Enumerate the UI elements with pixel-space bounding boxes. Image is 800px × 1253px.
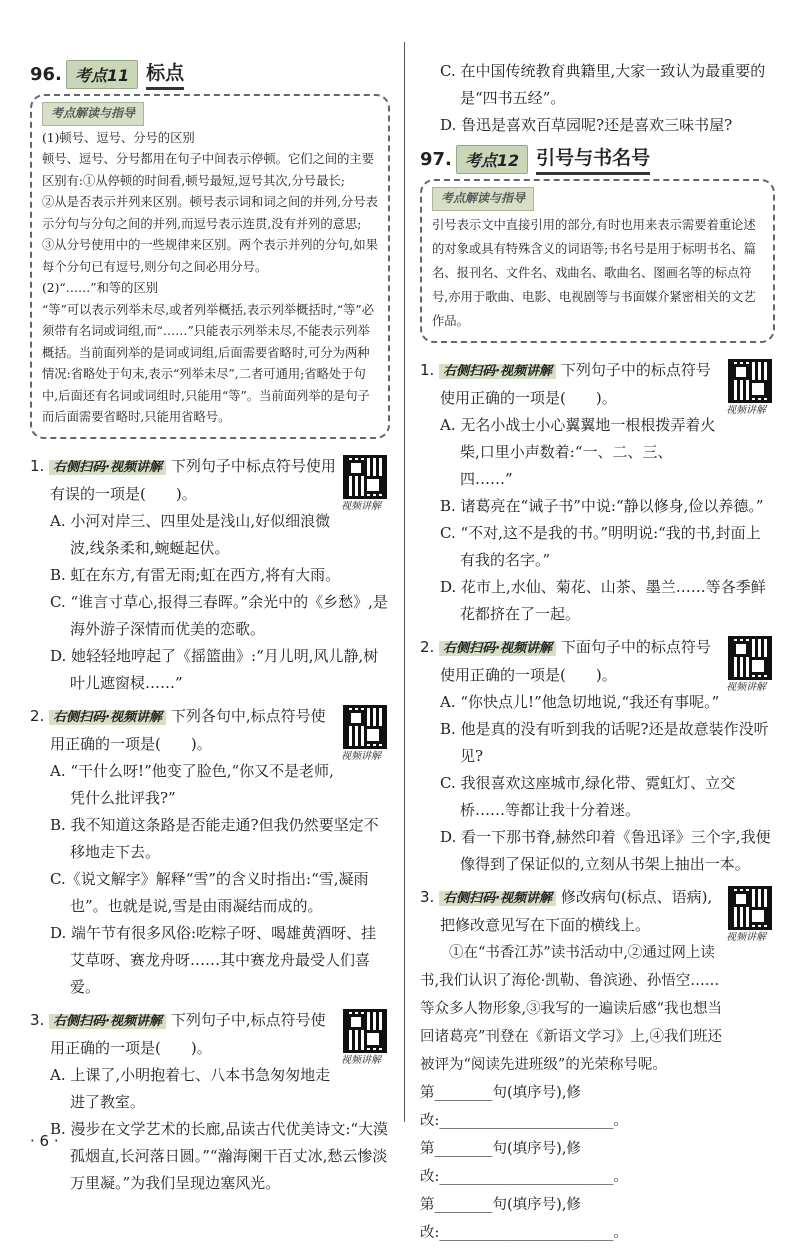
guide-box-96 bbox=[30, 94, 390, 439]
option: D. 端午节有很多风俗:吃粽子呀、喝雄黄酒呀、挂艾草呀、赛龙舟呀……其中赛龙舟最受人们喜爱。 bbox=[50, 923, 377, 996]
qr-caption: 视频讲解 bbox=[341, 1054, 381, 1066]
scan-label: 右侧扫码·视频讲解 bbox=[439, 891, 556, 906]
guide-line: ③从分号使用中的一些规律来区别。两个表示并列的分句,如果每个分句已有逗号,则分句之间必用分号。 bbox=[42, 238, 378, 274]
guide-line: (1)顿号、逗号、分号的区别 bbox=[42, 130, 195, 145]
column-divider bbox=[404, 42, 405, 1122]
section-tag: 考点11 bbox=[66, 60, 138, 89]
guide-box-97 bbox=[420, 179, 775, 343]
section-number: 97. bbox=[420, 148, 452, 170]
qr-code[interactable] bbox=[725, 359, 775, 417]
question-97-1 bbox=[420, 357, 775, 628]
option: B. 他是真的没有听到我的话呢?还是故意装作没听见? bbox=[440, 719, 769, 765]
qr-code-icon bbox=[728, 636, 772, 680]
option: B. 诸葛亮在“诫子书”中说:“静以修身,俭以养德。” bbox=[440, 496, 764, 515]
option: C. 在中国传统教育典籍里,大家一致认为最重要的是“四书五经”。 bbox=[440, 62, 766, 107]
option: B. 虹在东方,有雷无雨;虹在西方,将有大雨。 bbox=[50, 565, 341, 584]
qr-code[interactable] bbox=[725, 636, 775, 694]
scan-label: 右侧扫码·视频讲解 bbox=[49, 1014, 166, 1029]
question-96-3 bbox=[30, 1007, 390, 1197]
answer-blank[interactable]: 第________句(填序号),修改:________________________。 bbox=[420, 1084, 628, 1129]
question-number: 3. bbox=[420, 887, 435, 906]
qr-code-icon bbox=[343, 455, 387, 499]
guide-line: ②从是否表示并列来区别。顿号表示词和词之间的并列,分号表示分句与分句之间的并列,而逗号表示连贯,没有并列的意思; bbox=[42, 195, 378, 231]
question-96-2 bbox=[30, 703, 390, 1001]
guide-heading: 考点解读与指导 bbox=[42, 102, 144, 126]
qr-code-icon bbox=[728, 886, 772, 930]
option: C. “不对,这不是我的书。”明明说:“我的书,封面上有我的名字。” bbox=[440, 523, 761, 569]
section-title: 标点 bbox=[146, 58, 184, 90]
section-tag: 考点12 bbox=[456, 145, 528, 174]
question-97-2 bbox=[420, 634, 775, 878]
qr-code[interactable] bbox=[340, 455, 390, 513]
option: A. 上课了,小明抱着七、八本书急匆匆地走进了教室。 bbox=[50, 1065, 331, 1111]
section-96-header bbox=[30, 58, 390, 90]
question-number: 1. bbox=[30, 456, 45, 475]
qr-caption: 视频讲解 bbox=[726, 404, 766, 416]
qr-caption: 视频讲解 bbox=[726, 681, 766, 693]
question-stem: 下列各句中,标点符号使用正确的一项是( )。 bbox=[50, 706, 326, 753]
answer-blank[interactable]: 第________句(填序号),修改:________________________。 bbox=[420, 1140, 628, 1185]
section-title: 引号与书名号 bbox=[536, 143, 650, 175]
qr-caption: 视频讲解 bbox=[341, 500, 381, 512]
guide-heading: 考点解读与指导 bbox=[432, 187, 534, 211]
guide-line: 顿号、逗号、分号都用在句子中间表示停顿。它们之间的主要区别有:①从停顿的时间看,顿号最短,逗号其次,分号最长; bbox=[42, 152, 375, 188]
qr-code[interactable] bbox=[725, 886, 775, 944]
qr-code-icon bbox=[343, 1009, 387, 1053]
question-number: 1. bbox=[420, 360, 435, 379]
right-column bbox=[420, 58, 775, 1253]
question-97-3 bbox=[420, 884, 775, 1247]
passage: ①在“书香江苏”读书活动中,②通过网上读书,我们认识了海伦·凯勒、鲁滨逊、孙悟空……等众多人物形象,③我写的一遍读后感“我也想当回诸葛亮”刊登在《新语文学习》上,④我们班还被评为“阅读先进班级”的光荣称号呢。 bbox=[420, 944, 723, 1073]
section-number: 96. bbox=[30, 63, 62, 85]
question-stem: 下面句子中的标点符号使用正确的一项是( )。 bbox=[440, 637, 711, 684]
qr-code-icon bbox=[728, 359, 772, 403]
question-stem: 修改病句(标点、语病),把修改意见写在下面的横线上。 bbox=[440, 887, 713, 934]
scan-label: 右侧扫码·视频讲解 bbox=[49, 710, 166, 725]
qr-caption: 视频讲解 bbox=[341, 750, 381, 762]
option: C.《说文解字》解释“雪”的含义时指出:“雪,凝雨也”。也就是说,雪是由雨凝结而成的。 bbox=[50, 869, 369, 915]
option: A. 无名小战士小心翼翼地一根根拨弄着火柴,口里小声数着:“一、二、三、四……” bbox=[440, 415, 716, 488]
option: D. 鲁迅是喜欢百草园呢?还是喜欢三味书屋? bbox=[440, 116, 733, 134]
question-number: 2. bbox=[30, 706, 45, 725]
question-stem: 下列句子中标点符号使用有误的一项是( )。 bbox=[50, 456, 336, 503]
scan-label: 右侧扫码·视频讲解 bbox=[439, 641, 556, 656]
scan-label: 右侧扫码·视频讲解 bbox=[439, 364, 556, 379]
qr-code[interactable] bbox=[340, 705, 390, 763]
question-number: 2. bbox=[420, 637, 435, 656]
question-stem: 下列句子中的标点符号使用正确的一项是( )。 bbox=[440, 360, 711, 407]
question-number: 3. bbox=[30, 1010, 45, 1029]
left-column bbox=[30, 58, 390, 1203]
guide-line: “等”可以表示列举未尽,或者列举概括,表示列举概括时,“等”必须带有名词或词组,而“……”只能表示列举未尽,不能表示列举概括。当前面列举的是词或词组,后面需要省略时,可分为两种情况:省略处于句末,表示“列举未尽”,二者可通用;省略处于句中,后面还有名词或词组时,只能用“等”。当前面列举的是句子而后面需要省略时,只能用省略号。 bbox=[42, 302, 374, 424]
section-97-header bbox=[420, 143, 775, 175]
question-stem: 下列句子中,标点符号使用正确的一项是( )。 bbox=[50, 1010, 326, 1057]
option: A. 小河对岸三、四里处是浅山,好似细浪微波,线条柔和,蜿蜒起伏。 bbox=[50, 511, 331, 557]
option: B. 我不知道这条路是否能走通?但我仍然要坚定不移地走下去。 bbox=[50, 815, 379, 861]
scan-label: 右侧扫码·视频讲解 bbox=[49, 460, 166, 475]
qr-code[interactable] bbox=[340, 1009, 390, 1067]
option: C. 我很喜欢这座城市,绿化带、霓虹灯、立交桥……等都让我十分着迷。 bbox=[440, 773, 736, 819]
guide-text: 引号表示文中直接引用的部分,有时也用来表示需要着重论述的对象或具有特殊含义的词语等;书名号是用于标明书名、篇名、报刊名、文件名、戏曲名、歌曲名、图画名等的标点符号,亦用于歌曲、电影、电视剧等与书面媒介紧密相关的文艺作品。 bbox=[432, 217, 756, 328]
question-96-1 bbox=[30, 453, 390, 697]
option: B. 漫步在文学艺术的长廊,品读古代优美诗文:“大漠孤烟直,长河落日圆。”“瀚海阑干百丈冰,愁云惨淡万里凝。”为我们呈现边塞风光。 bbox=[50, 1119, 389, 1192]
option: D. 花市上,水仙、菊花、山茶、墨兰……等各季鲜花都挤在了一起。 bbox=[440, 577, 766, 623]
qr-code-icon bbox=[343, 705, 387, 749]
qr-caption: 视频讲解 bbox=[726, 931, 766, 943]
option: D. 看一下那书脊,赫然印着《鲁迅译》三个字,我便像得到了保证似的,立刻从书架上抽出一本。 bbox=[440, 827, 771, 873]
option: D. 她轻轻地哼起了《摇篮曲》:“月儿明,风儿静,树叶儿遮窗棂……” bbox=[50, 646, 379, 692]
option: A. “你快点儿!”他急切地说,“我还有事呢。” bbox=[440, 692, 720, 711]
option: A. “干什么呀!”他变了脸色,“你又不是老师,凭什么批评我?” bbox=[50, 761, 334, 807]
answer-blank[interactable]: 第________句(填序号),修改:________________________。 bbox=[420, 1196, 628, 1241]
option: C. “谁言寸草心,报得三春晖。”余光中的《乡愁》,是海外游子深情而优美的恋歌。 bbox=[50, 592, 388, 638]
guide-line: (2)“……”和等的区别 bbox=[42, 281, 159, 295]
page-number: · 6 · bbox=[30, 1132, 59, 1150]
